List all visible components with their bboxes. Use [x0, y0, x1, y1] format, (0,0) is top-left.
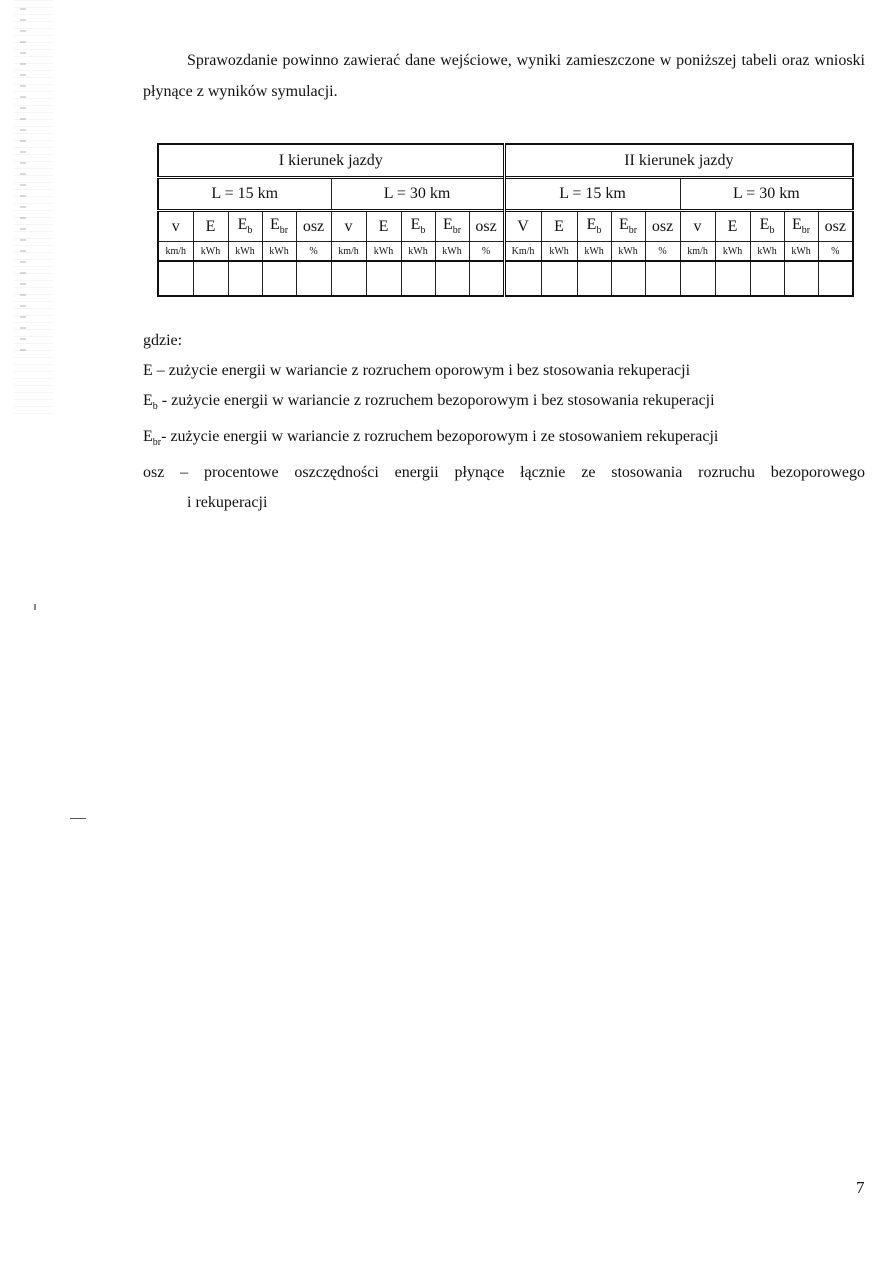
variable-header: [401, 211, 435, 242]
variable-symbol: E: [759, 216, 770, 234]
results-table: [157, 143, 854, 297]
distance-header: L = 15 km: [158, 178, 331, 211]
variable-symbol: E: [791, 216, 802, 234]
variable-header: [818, 211, 853, 242]
definitions: [143, 326, 865, 518]
distance-header: L = 15 km: [504, 178, 680, 211]
empty-cell: [818, 261, 853, 296]
empty-data-row: [158, 261, 853, 296]
variable-symbol: E: [237, 216, 248, 234]
variable-symbol: E: [586, 216, 597, 234]
variable-header: [577, 211, 611, 242]
empty-cell: [680, 261, 715, 296]
unit-cell: km/h: [158, 242, 193, 262]
empty-cell: [715, 261, 750, 296]
variable-header: [193, 211, 228, 242]
empty-cell: [504, 261, 541, 296]
variable-symbol: osz: [475, 217, 497, 235]
definition-item: [143, 422, 865, 458]
unit-cell: %: [645, 242, 680, 262]
unit-cell: kWh: [577, 242, 611, 262]
variable-symbol: E: [205, 217, 216, 235]
intro-line-2: oraz wnioski płynące z wyników symulacji.: [143, 52, 865, 100]
unit-cell: kWh: [784, 242, 818, 262]
variable-header: [715, 211, 750, 242]
variable-header: [750, 211, 784, 242]
variable-subscript: b: [247, 225, 253, 237]
variable-header: [158, 211, 193, 242]
variable-header: [541, 211, 577, 242]
empty-cell: [577, 261, 611, 296]
variable-header: [645, 211, 680, 242]
definition-item: [143, 386, 865, 422]
distance-header-row: [158, 178, 853, 211]
variable-header: [331, 211, 366, 242]
variable-symbol: V: [517, 217, 529, 235]
empty-cell: [750, 261, 784, 296]
empty-cell: [366, 261, 401, 296]
variable-header: [504, 211, 541, 242]
empty-cell: [228, 261, 262, 296]
variable-symbol: osz: [824, 217, 846, 235]
direction-header: I kierunek jazdy: [158, 144, 504, 178]
unit-cell: kWh: [401, 242, 435, 262]
empty-cell: [645, 261, 680, 296]
variable-subscript: br: [452, 225, 462, 237]
scan-speck: [70, 818, 86, 819]
variable-subscript: b: [596, 225, 602, 237]
unit-row: [158, 242, 853, 262]
empty-cell: [469, 261, 504, 296]
direction-header: II kierunek jazdy: [504, 144, 853, 178]
definition-subscript: b: [152, 401, 158, 413]
unit-cell: kWh: [715, 242, 750, 262]
empty-cell: [262, 261, 296, 296]
variable-symbol: osz: [651, 217, 674, 235]
definition-symbol: E: [143, 362, 153, 379]
unit-cell: %: [296, 242, 331, 262]
unit-cell: Km/h: [504, 242, 541, 262]
variable-header: [262, 211, 296, 242]
variable-symbol: E: [442, 216, 453, 234]
variable-subscript: br: [279, 225, 289, 237]
variable-header-row: [158, 211, 853, 242]
variable-subscript: br: [628, 225, 638, 237]
page-number: 7: [856, 1178, 865, 1197]
variable-symbol: osz: [302, 217, 325, 235]
empty-cell: [193, 261, 228, 296]
empty-cell: [401, 261, 435, 296]
variable-header: [296, 211, 331, 242]
direction-header-row: [158, 144, 853, 178]
unit-cell: %: [818, 242, 853, 262]
empty-cell: [541, 261, 577, 296]
variable-subscript: br: [801, 225, 811, 237]
variable-header: [680, 211, 715, 242]
variable-symbol: E: [269, 216, 280, 234]
variable-subscript: b: [769, 225, 775, 237]
empty-cell: [158, 261, 193, 296]
definitions-intro: gdzie:: [143, 332, 183, 349]
scan-speck: [34, 604, 36, 610]
unit-cell: %: [469, 242, 504, 262]
variable-header: [228, 211, 262, 242]
definition-item: [143, 356, 865, 386]
variable-symbol: v: [344, 217, 353, 235]
unit-cell: kWh: [611, 242, 645, 262]
variable-header: [366, 211, 401, 242]
variable-symbol: v: [171, 217, 180, 235]
intro-line-1: Sprawozdanie powinno zawierać dane wejściowe, wyniki zamieszczone w poniższej tabeli: [187, 52, 778, 69]
definition-osz-continued: i rekuperacji: [187, 494, 268, 512]
definition-symbol: E: [143, 392, 153, 409]
scan-edge-artifact: [20, 8, 26, 358]
variable-symbol: E: [554, 217, 564, 235]
unit-cell: km/h: [680, 242, 715, 262]
definition-text: - zużycie energii w wariancie z rozruchem bezoporowym i ze stosowaniem rekuperacji: [161, 428, 719, 446]
unit-cell: km/h: [331, 242, 366, 262]
variable-header: [469, 211, 504, 242]
definition-subscript: br: [152, 437, 162, 449]
unit-cell: kWh: [435, 242, 469, 262]
empty-cell: [296, 261, 331, 296]
variable-header: [611, 211, 645, 242]
variable-symbol: E: [410, 216, 421, 234]
unit-cell: kWh: [228, 242, 262, 262]
empty-cell: [331, 261, 366, 296]
variable-subscript: b: [420, 225, 426, 237]
variable-symbol: E: [378, 217, 389, 235]
variable-symbol: E: [727, 217, 738, 235]
unit-cell: kWh: [366, 242, 401, 262]
unit-cell: kWh: [262, 242, 296, 262]
definition-text: – zużycie energii w wariancie z rozruchem oporowym i bez stosowania rekuperacji: [152, 362, 691, 379]
empty-cell: [435, 261, 469, 296]
definition-osz: osz – procentowe oszczędności energii płynące łącznie ze stosowania rozruchu bezoporowego: [143, 464, 865, 482]
unit-cell: kWh: [750, 242, 784, 262]
variable-symbol: v: [693, 217, 702, 235]
variable-header: [435, 211, 469, 242]
definition-symbol: E: [143, 428, 153, 446]
empty-cell: [784, 261, 818, 296]
distance-header: L = 30 km: [680, 178, 853, 211]
intro-paragraph: [143, 45, 865, 107]
variable-header: [784, 211, 818, 242]
definition-text: - zużycie energii w wariancie z rozruchem bezoporowym i bez stosowania rekuperacji: [157, 392, 715, 409]
unit-cell: kWh: [193, 242, 228, 262]
empty-cell: [611, 261, 645, 296]
variable-symbol: E: [618, 216, 629, 234]
unit-cell: kWh: [541, 242, 577, 262]
distance-header: L = 30 km: [331, 178, 504, 211]
